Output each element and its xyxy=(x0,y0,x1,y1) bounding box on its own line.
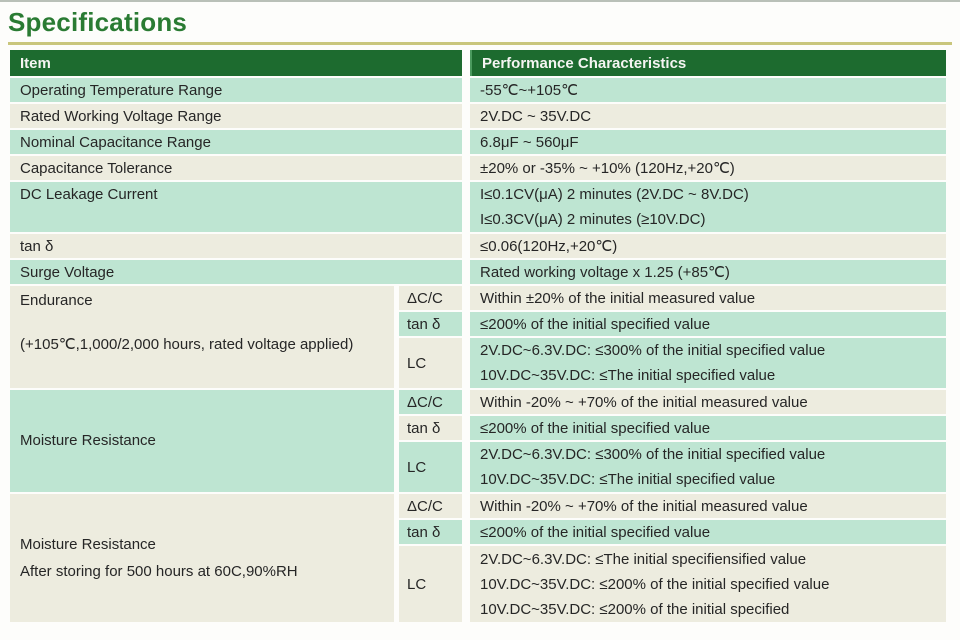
sub-row xyxy=(399,312,946,336)
section-label: Moisture Resistance xyxy=(20,535,156,553)
sub-row xyxy=(399,494,946,518)
sub-row xyxy=(399,390,946,414)
value-cell xyxy=(470,546,946,622)
value-cell: ≤200% of the initial specified value xyxy=(470,416,946,440)
param-cell: LC xyxy=(399,442,462,492)
sub-row xyxy=(399,416,946,440)
item-cell: Rated Working Voltage Range xyxy=(10,104,462,128)
value-line: I≤0.1CV(μA) 2 minutes (2V.DC ~ 8V.DC) xyxy=(480,186,749,203)
section-label: Endurance xyxy=(20,292,93,309)
page-title: Specifications xyxy=(8,7,188,37)
section-body xyxy=(399,390,946,492)
section-endurance xyxy=(10,286,946,388)
param-cell: LC xyxy=(399,546,462,622)
value-cell: ≤200% of the initial specified value xyxy=(470,312,946,336)
section-body xyxy=(399,494,946,622)
table-row xyxy=(10,130,946,154)
section-label-cell xyxy=(10,286,394,388)
value-line: 2V.DC~6.3V.DC: ≤The initial specifiensified value xyxy=(480,550,807,568)
header-performance: Performance Characteristics xyxy=(470,50,946,76)
page-top-edge xyxy=(0,0,960,2)
section-moisture-resistance-storage xyxy=(10,494,946,622)
item-cell: Surge Voltage xyxy=(10,260,462,284)
item-cell: tan δ xyxy=(10,234,462,258)
value-line: I≤0.3CV(μA) 2 minutes (≥10V.DC) xyxy=(480,211,706,228)
table-row xyxy=(10,234,946,258)
section-label: Moisture Resistance xyxy=(20,432,156,449)
section-moisture-resistance xyxy=(10,390,946,492)
value-line: 10V.DC~35V.DC: ≤200% of the initial specified value xyxy=(480,575,830,593)
value-cell: Rated working voltage x 1.25 (+85℃) xyxy=(470,260,946,284)
param-cell: tan δ xyxy=(399,312,462,336)
table-row xyxy=(10,104,946,128)
value-cell: ≤0.06(120Hz,+20℃) xyxy=(470,234,946,258)
value-cell: 6.8μF ~ 560μF xyxy=(470,130,946,154)
sub-row xyxy=(399,520,946,544)
item-cell: DC Leakage Current xyxy=(10,182,462,232)
value-line: 2V.DC~6.3V.DC: ≤300% of the initial specified value xyxy=(480,342,826,359)
value-cell xyxy=(470,182,946,232)
sub-row xyxy=(399,442,946,492)
param-cell: ΔC/C xyxy=(399,494,462,518)
value-line: 10V.DC~35V.DC: ≤The initial specified value xyxy=(480,471,776,488)
value-cell: -55℃~+105℃ xyxy=(470,78,946,102)
param-cell: ΔC/C xyxy=(399,286,462,310)
table-row xyxy=(10,78,946,102)
value-cell: Within ±20% of the initial measured value xyxy=(470,286,946,310)
sub-row xyxy=(399,546,946,622)
table-header-row xyxy=(10,50,946,76)
param-cell: tan δ xyxy=(399,416,462,440)
item-cell: Capacitance Tolerance xyxy=(10,156,462,180)
value-cell: ±20% or -35% ~ +10% (120Hz,+20℃) xyxy=(470,156,946,180)
param-cell: LC xyxy=(399,338,462,388)
value-cell: Within -20% ~ +70% of the initial measured value xyxy=(470,390,946,414)
table-row xyxy=(10,156,946,180)
section-note: After storing for 500 hours at 60C,90%RH xyxy=(20,562,298,580)
specifications-table xyxy=(10,50,946,624)
title-underline xyxy=(8,42,952,45)
table-row xyxy=(10,260,946,284)
section-note: (+105℃,1,000/2,000 hours, rated voltage applied) xyxy=(20,336,354,353)
item-cell: Operating Temperature Range xyxy=(10,78,462,102)
section-label-cell xyxy=(10,494,394,622)
value-cell xyxy=(470,338,946,388)
sub-row xyxy=(399,338,946,388)
section-body xyxy=(399,286,946,388)
sub-row xyxy=(399,286,946,310)
param-cell: tan δ xyxy=(399,520,462,544)
value-line: 10V.DC~35V.DC: ≤The initial specified value xyxy=(480,367,776,384)
section-label-cell xyxy=(10,390,394,492)
value-cell: Within -20% ~ +70% of the initial measured value xyxy=(470,494,946,518)
header-item: Item xyxy=(10,50,462,76)
value-cell: 2V.DC ~ 35V.DC xyxy=(470,104,946,128)
value-line: 10V.DC~35V.DC: ≤200% of the initial specified xyxy=(480,600,790,618)
table-row xyxy=(10,182,946,232)
param-cell: ΔC/C xyxy=(399,390,462,414)
value-cell xyxy=(470,442,946,492)
item-cell: Nominal Capacitance Range xyxy=(10,130,462,154)
value-cell: ≤200% of the initial specified value xyxy=(470,520,946,544)
value-line: 2V.DC~6.3V.DC: ≤300% of the initial specified value xyxy=(480,446,826,463)
